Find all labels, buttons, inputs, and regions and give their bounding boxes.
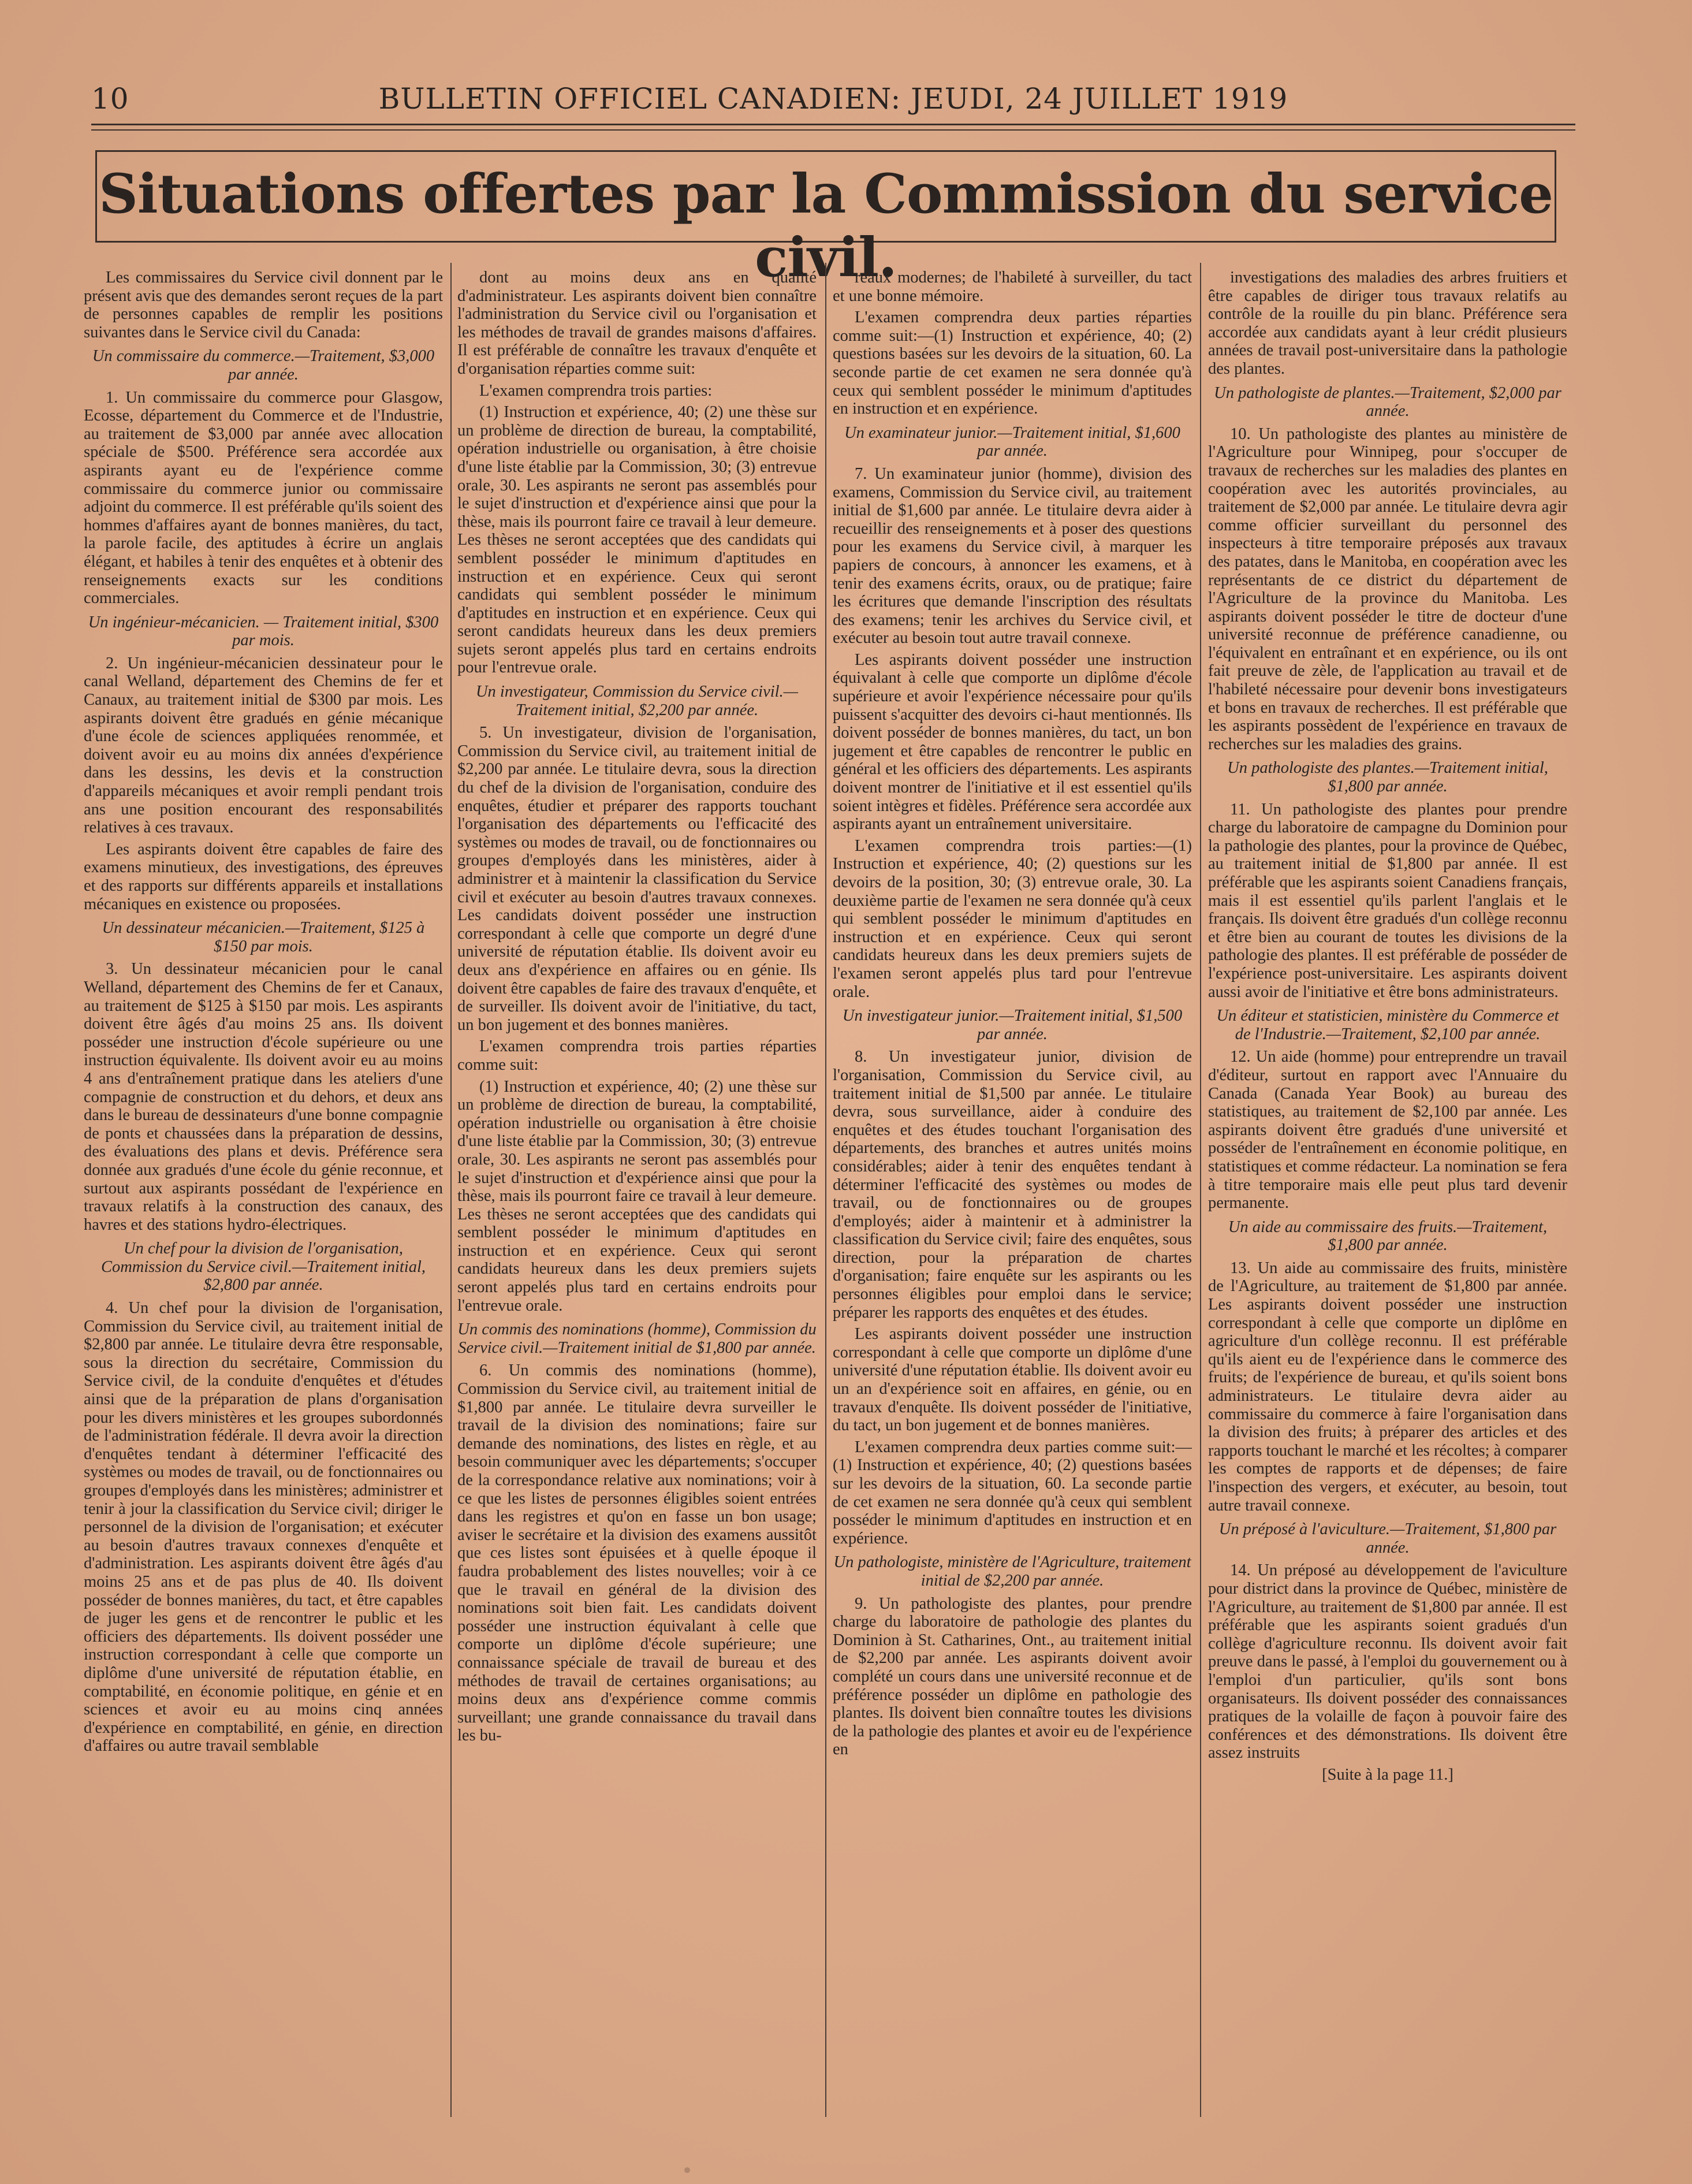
section-heading: Un préposé à l'aviculture.—Traitement, $1,800 par année. xyxy=(1218,1520,1557,1557)
paragraph: 11. Un pathologiste des plantes pour prendre charge du laboratoire de campagne du Dominion pour la pathologie des plantes, pour la province de Québec, au traitement initial de $1,800 par année. Il est préférable que les aspirants soient Canadiens français, mais il est essentiel qu'ils parlent l'anglais et le français. Ils doivent être gradués d'un collège reconnu et être bien au courant de toutes les divisions de la pathologie des plantes. Il est préférable de posséder de l'expérience post-universitaire. Les aspirants doivent aussi avoir de l'initiative et être bons administrateurs. xyxy=(1208,800,1567,1001)
section-heading: Un ingénieur-mécanicien. — Traitement initial, $300 par mois. xyxy=(88,613,439,650)
paragraph: 10. Un pathologiste des plantes au ministère de l'Agriculture pour Winnipeg, pour s'occuper de travaux de recherches sur les maladies des plantes en coopération avec les autorités provinciales, au traitement de $2,000 par année. Le titulaire devra agir comme officier surveillant du personnel des inspecteurs à titre temporaire préposés aux travaux des patates, dans le Manitoba, en coopération avec les représentants de ce district du département de l'Agriculture de la province du Manitoba. Les aspirants doivent posséder le titre de docteur d'une université reconnue de préférence canadienne, ou l'équivalent en entraînant et en expérience, ou ils ont fait preuve de zèle, de l'application au travail et de l'habileté nécessaire pour devenir bons investigateurs et bons en travaux de recherches. Il est préférable que les aspirants possèdent de l'expérience en travaux de recherches sur les maladies des grains. xyxy=(1208,425,1567,753)
paragraph: L'examen comprendra trois parties: xyxy=(479,381,713,400)
paragraph: 9. Un pathologiste des plantes, pour prendre charge du laboratoire de pathologie des plantes du Dominion à St. Catharines, Ont., au traitement initial de $2,200 par année. Les aspirants doivent avoir complété un cours dans une université reconnue et de préférence posséder un diplôme en pathologie des plantes. Ils doivent bien connaître toutes les divisions de la pathologie des plantes et avoir eu de l'expérience en xyxy=(833,1594,1192,1759)
text-column-1 xyxy=(84,269,443,2117)
paragraph: 1. Un commissaire du commerce pour Glasgow, Ecosse, département du Commerce et de l'Industrie, au traitement de $3,000 par année avec allocation spéciale de $500. Préférence sera accordée aux aspirants ayant eu de l'expérience comme commissaire du commerce junior ou commissaire adjoint du commerce. Il est préférable qu'ils soient des hommes d'affaires ayant de bonnes manières, du tact, la parole facile, des aptitudes à écrire un anglais élégant, et habiles à tenir des enquêtes et à obtenir des renseignements exacts sur les conditions commerciales. xyxy=(84,388,443,608)
paragraph: 2. Un ingénieur-mécanicien dessinateur pour le canal Welland, département des Chemins de fer et Canaux, au traitement initial de $300 par mois. Les aspirants doivent être gradués en génie mécanique d'une école de sciences appliquées renommée, et doivent avoir eu au moins dix années d'expérience dans les dessins, les devis et la construction d'appareils mécaniques et avoir rempli pendant trois ans une position encourant des responsabilités relatives à ces travaux. xyxy=(84,654,443,837)
paragraph: Les aspirants doivent être capables de faire des examens minutieux, des investigations, des épreuves et des rapports sur différents appareils et installations mécaniques en existence ou proposées. xyxy=(84,840,443,913)
paragraph: 8. Un investigateur junior, division de l'organisation, Commission du Service civil, au traitement initial de $1,500 par année. Le titulaire devra, sous surveillance, aider à conduire des enquêtes et des études touchant l'organisation des départements, des branches et autres unités moins considérables; aider à tenir des enquêtes tendant à déterminer l'efficacité des systèmes ou modes de travail, ou de fonctionnaires ou de groupes d'employés; aider à maintenir et à administrer la classification du Service civil; faire des enquêtes, sous direction, pour la préparation de chartes d'organisation; faire enquête sur les aspirants ou les personnes éligibles pour emploi dans le service; préparer les rapports des enquêtes et des études. xyxy=(833,1048,1192,1322)
paragraph: 12. Un aide (homme) pour entreprendre un travail d'éditeur, surtout en rapport avec l'Annuaire du Canada (Canada Year Book) au bureau des statistiques, au traitement de $2,100 par année. Les aspirants doivent être gradués d'une université et posséder de l'entraînement en économie politique, en statistiques et comme rédacteur. La nomination se fera à titre temporaire mais elle peut plus tard devenir permanente. xyxy=(1208,1048,1567,1212)
column-divider xyxy=(450,263,452,2117)
paragraph: 7. Un examinateur junior (homme), division des examens, Commission du Service civil, au traitement initial de $1,600 par année. Le titulaire devra aider à recueillir des renseignements et à poser des questions pour les examens du Service civil, à marquer les papiers de concours, à annoncer les examens, et à tenir des examens écrits, oraux, ou de pratique; faire les écritures que demande l'inscription des résultats des examens; tenir les archives du Service civil, et exécuter au besoin tout autre travail connexe. xyxy=(833,464,1192,648)
column-divider xyxy=(1200,263,1201,2117)
paragraph: L'examen comprendra deux parties comme suit:—(1) Instruction et expérience, 40; (2) questions basées sur les devoirs de la situation, 60. La seconde partie de cet examen ne sera donnée qu'à ceux qui semblent posséder le minimum d'aptitudes en instruction et en expérience. xyxy=(833,1438,1192,1547)
paragraph: investigations des maladies des arbres fruitiers et être capables de diriger tous travaux relatifs au contrôle de la rouille du pin blanc. Préférence sera accordée aux candidats ayant à leur crédit plusieurs années de travail post-universitaire dans la pathologie des plantes. xyxy=(1208,269,1567,378)
paragraph: 3. Un dessinateur mécanicien pour le canal Welland, département des Chemins de fer et Canaux, au traitement de $125 à $150 par mois. Les aspirants doivent être âgés d'au moins 25 ans. Ils doivent posséder une instruction d'école supérieure ou une instruction équivalente. Ils doivent avoir eu au moins 4 ans d'entraînement pratique dans les ateliers d'une compagnie de construction et du dehors, et deux ans dans le bureau de dessinateurs d'une bonne compagnie de ponts et chaussées dans la préparation de dessins, des évaluations des plans et devis. Préférence sera donnée aux gradués d'une école du génie reconnue, et surtout aux aspirants possédant de l'expérience en travaux relatifs à la construction des canaux, des havres et des stations hydro-électriques. xyxy=(84,960,443,1234)
running-head: BULLETIN OFFICIEL CANADIEN: JEUDI, 24 JUILLET 1919 xyxy=(378,82,1288,116)
section-heading: Un pathologiste de plantes.—Traitement, $2,000 par année. xyxy=(1214,384,1561,421)
section-heading: Un aide au commissaire des fruits.—Traitement, $1,800 par année. xyxy=(1228,1218,1548,1255)
header-rule-thin xyxy=(91,129,1575,131)
paragraph: L'examen comprendra trois parties:—(1) Instruction et expérience, 40; (2) questions sur les devoirs de la position, 30; (3) entrevue orale, 30. La deuxième partie de l'examen ne sera donnée qu'à ceux qui semblent posséder le minimum d'aptitudes en instruction et en expérience. Ceux qui seront candidats heureux dans les deux premiers sujets de l'examen seront appelés plus tard pour l'entrevue orale. xyxy=(833,836,1192,1001)
section-heading: Un chef pour la division de l'organisation, Commission du Service civil.—Traitement initial, $2,800 par année. xyxy=(100,1240,426,1294)
section-heading: Un commissaire du commerce.—Traitement, $3,000 par année. xyxy=(92,347,435,384)
section-heading: Un pathologiste des plantes.—Traitement initial, $1,800 par année. xyxy=(1227,759,1548,796)
section-heading: Un investigateur, Commission du Service civil.—Traitement initial, $2,200 par année. xyxy=(475,683,799,719)
paragraph: 5. Un investigateur, division de l'organisation, Commission du Service civil, au traitement initial de $2,200 par année. Le titulaire devra, sous la direction du chef de la division de l'organisation, conduire des enquêtes, étudier et préparer des rapports touchant l'organisation des départements ou l'efficacité des systèmes ou modes de travail, ou de fonctionnaires ou groupes d'employés dans les ministères, aider à administrer et à maintenir la classification du Service civil et exécuter au besoin d'autres travaux connexes. Les candidats doivent posséder une instruction correspondant à celle que comporte un degré d'une université de réputation établie. Ils doivent avoir eu deux ans d'expérience en affaires ou en génie. Ils doivent être capables de faire des travaux d'enquête, et de surveiller. Ils doivent avoir de l'initiative, du tact, un bon jugement et des bonnes manières. xyxy=(457,724,817,1034)
header-rule xyxy=(91,124,1575,125)
paragraph: Les commissaires du Service civil donnent par le présent avis que des demandes seront reçues de la part de personnes capables de remplir les positions suivantes dans le Service civil du Canada: xyxy=(84,269,443,341)
text-column-4 xyxy=(1208,269,1567,2117)
continuation-note: [Suite à la page 11.] xyxy=(1322,1765,1454,1784)
page-header xyxy=(91,82,1575,120)
paragraph: 6. Un commis des nominations (homme), Commission du Service civil, au traitement initial de $1,800 par année. Le titulaire devra surveiller le travail de la division des nominations; faire sur demande des nominations, des listes en règle, et au besoin communiquer avec les départements; s'occuper de la correspondance relative aux nominations; voir à ce que les listes de personnes éligibles soient entrées dans les registres et qu'on en fasse un bon usage; aviser le secrétaire et la division des examens aussitôt que ces listes sont épuisées et à quelle époque il faudra probablement des listes nouvelles; voir à ce que le travail en général de la division des nominations soit bien fait. Les candidats doivent posséder une instruction équivalant à celle que comporte un diplôme d'école supérieure; une connaissance spéciale de travail de bureau et des méthodes de travail de certaines organisations; au moins deux ans d'expérience comme commis surveillant; une grande connaissance du travail dans les bu- xyxy=(457,1361,817,1745)
section-heading: Un investigateur junior.—Traitement initial, $1,500 par année. xyxy=(842,1007,1183,1043)
section-heading: Un dessinateur mécanicien.—Traitement, $125 à $150 par mois. xyxy=(102,919,425,955)
paragraph: dont au moins deux ans en qualité d'administrateur. Les aspirants doivent bien connaître l'administration du Service civil ou l'organisation et les méthodes de travail de grandes maisons d'affaires. Il est préférable de connaître les travaux d'enquête et d'organisation réparties comme suit: xyxy=(457,269,817,378)
page-number: 10 xyxy=(91,82,129,116)
page-title: Situations offertes par la Commission du service civil. xyxy=(99,162,1553,289)
paragraph: 13. Un aide au commissaire des fruits, ministère de l'Agriculture, au traitement de $1,800 par année. Les aspirants doivent posséder une instruction correspondant à celle que comporte un diplôme en agriculture d'un collège reconnu. Il est préférable qu'ils aient eu de l'expérience dans le commerce des fruits; de l'expérience de bureau, et qu'ils soient bons administrateurs. Le titulaire devra aider au commissaire du commerce à faire l'organisation dans la division des fruits; à préparer des articles et des rapports touchant le marché et les récoltes; à comparer les comptes de rapports et de dépenses; de faire l'inspection des vergers, et exécuter, au besoin, tout autre travail connexe. xyxy=(1208,1259,1567,1515)
paragraph: L'examen comprendra deux parties réparties comme suit:—(1) Instruction et expérience, 40; (2) questions basées sur les devoirs de la situation, 60. La seconde partie de cet examen ne sera donnée qu'à ceux qui semblent posséder le minimum d'aptitudes en instruction et en expérience. xyxy=(833,308,1192,418)
section-heading: Un commis des nominations (homme), Commission du Service civil.—Traitement initial de $1,800 par année. xyxy=(457,1320,817,1357)
column-divider xyxy=(825,263,826,2117)
section-heading: Un éditeur et statisticien, ministère du Commerce et de l'Industrie.—Traitement, $2,100 par année. xyxy=(1216,1007,1559,1043)
paragraph: Les aspirants doivent posséder une instruction équivalant à celle que comporte un diplôme d'école supérieure et avoir l'expérience nécessaire pour qu'ils puissent s'acquitter des devoirs ci-haut mentionnés. Ils doivent posséder de bonnes manières, du tact, un bon jugement et être capables de rencontrer le public en général et les officiers des départements. Les aspirants doivent montrer de l'initiative et il est essentiel qu'ils soient intègres et fidèles. Préférence sera accordée aux aspirants ayant un entraînement universitaire. xyxy=(833,650,1192,834)
paragraph: (1) Instruction et expérience, 40; (2) une thèse sur un problème de direction de bureau, la comptabilité, opération industrielle ou organisation, à être choisie d'une liste établie par la Commission, 30; (3) entrevue orale, 30. Les aspirants ne seront pas assemblés pour le sujet d'instruction et d'expérience ainsi que pour la thèse, mais ils pourront faire ce travail à leur demeure. Les thèses ne seront acceptées que des candidats qui semblent posséder le minimum d'aptitudes en instruction et en expérience. Ceux qui seront candidats qui semblent posséder le minimum d'aptitudes en instruction et en expérience. Ceux qui seront candidats heureux dans les deux premiers sujets seront appelés plus tard en certains endroits pour l'entrevue orale. xyxy=(457,403,817,677)
section-heading: Un pathologiste, ministère de l'Agriculture, traitement initial de $2,200 par année. xyxy=(833,1553,1191,1590)
text-column-3 xyxy=(833,269,1192,2117)
print-mark xyxy=(684,2167,690,2173)
paragraph: 4. Un chef pour la division de l'organisation, Commission du Service civil, au traitement initial de $2,800 par année. Le titulaire devra être responsable, sous la direction du secrétaire, Commission du Service civil, de la conduite d'enquêtes et d'études ainsi que de la préparation de plans d'organisation pour les divers ministères et les groupes subordonnés de l'administration fédérale. Il devra avoir la direction d'enquêtes tendant à déterminer l'efficacité des systèmes ou modes de travail, ou de fonctionnaires ou groupes d'employés dans les ministères; administrer et tenir à jour la classification du Service civil; diriger le personnel de la division de l'organisation; et exécuter au besoin d'autres travaux connexes d'enquête et d'administration. Les aspirants doivent être âgés d'au moins 25 ans et de pas plus de 40. Ils doivent posséder de bonnes manières, du tact, et être capables de juger les gens et de rencontrer le public et les officiers des départements. Ils doivent posséder une instruction correspondant à celle que comporte un diplôme d'une université de réputation établie, en comptabilité, en économie politique, en génie et en sciences et avoir eu au moins cinq années d'expérience en comptabilité, en génie, en direction d'affaires ou autre travail semblable xyxy=(84,1299,443,1755)
paragraph: (1) Instruction et expérience, 40; (2) une thèse sur un problème de direction de bureau, la comptabilité, opération industrielle ou organisation à être choisie d'une liste établie par la Commission, 30; (3) entrevue orale, 30. Les aspirants ne seront pas assemblés pour le sujet d'instruction et d'expérience ainsi que pour la thèse, mais ils pourront faire ce travail à leur demeure. Les thèses ne seront acceptées que des candidats qui semblent posséder le minimum d'aptitudes en instruction et en expérience. Ceux qui seront candidats heureux dans les deux premiers sujets seront appelés plus tard en certains endroits pour l'entrevue orale. xyxy=(457,1077,817,1315)
text-column-2 xyxy=(457,269,817,2117)
paragraph: Les aspirants doivent posséder une instruction correspondant à celle que comporte un diplôme d'une université d'une réputation établie. Ils doivent avoir eu un an d'expérience soit en affaires, en génie, ou en travaux d'enquête. Ils doivent posséder de l'initiative, du tact, un bon jugement et de bonnes manières. xyxy=(833,1325,1192,1435)
paragraph: reaux modernes; de l'habileté à surveiller, du tact et une bonne mémoire. xyxy=(833,269,1192,305)
section-heading: Un examinateur junior.—Traitement initial, $1,600 par année. xyxy=(844,423,1180,460)
paragraph: 14. Un préposé au développement de l'aviculture pour district dans la province de Québec, ministère de l'Agriculture, au traitement de $1,800 par année. Il est préférable que les aspirants soient gradués d'un collège d'agriculture reconnu. Ils doivent avoir fait preuve dans le passé, à l'emploi du gouvernement ou à l'emploi d'un particulier, qu'ils sont bons organisateurs. Ils doivent posséder des connaissances pratiques de la volaille de façon à pouvoir faire des conférences et des démonstrations. Ils doivent être assez instruits xyxy=(1208,1561,1567,1762)
paragraph: L'examen comprendra trois parties réparties comme suit: xyxy=(457,1037,817,1074)
